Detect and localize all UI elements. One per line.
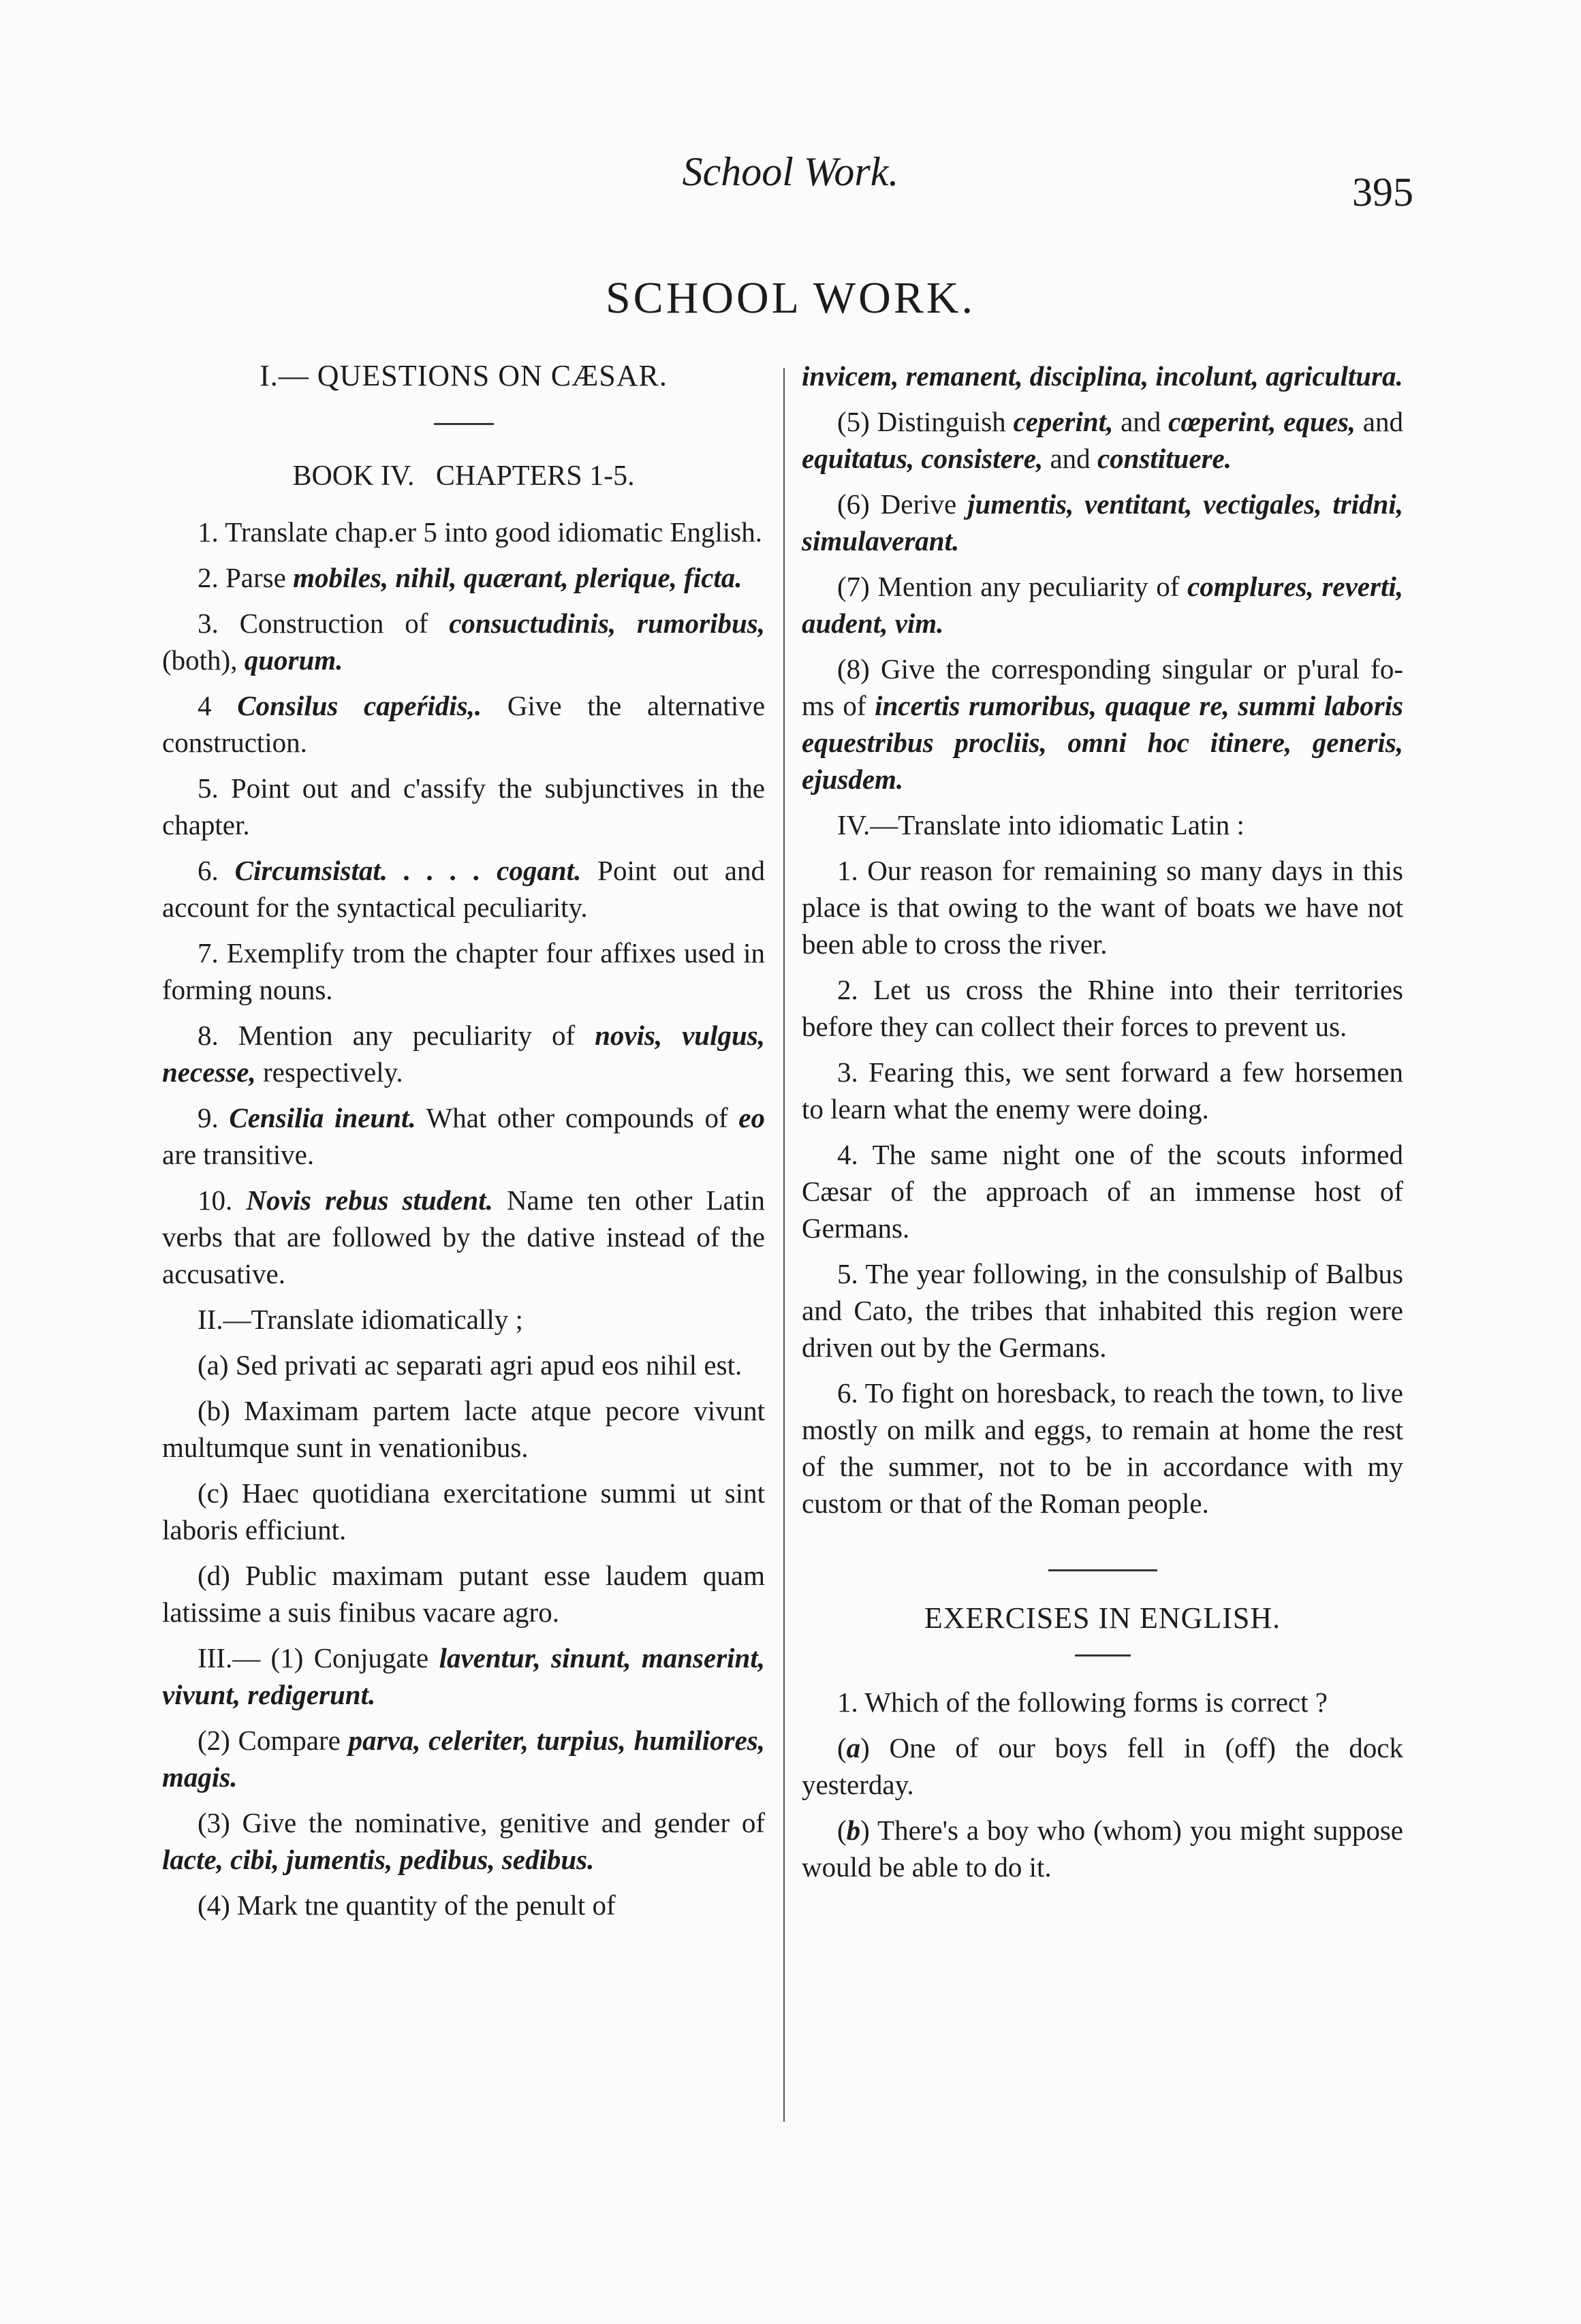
question-9: 9. Censilia ineunt. What other compounds of eo are transitive. [162,1102,765,1170]
question-iii-4: (4) Mark tne quantity of the penult of [198,1889,616,1921]
question-5: 5. Point out and c'assify the subjunctives in the chapter. [162,772,765,841]
question-3: 3. Construction of consuctudinis, rumoribus, (both), quorum. [162,608,765,676]
passage-c: (c) Haec quotidiana exercitatione summi ut sint laboris efficiunt. [162,1477,765,1545]
question-4: 4 Consilus capeŕidis,. Give the alternative construction. [162,690,766,758]
section-heading-translate: II.—Translate idiomatically ; [198,1304,523,1335]
heading-rule-2 [1075,1654,1131,1656]
question-iii-8: (8) Give the corresponding singular or p'ural fo-ms of incertis rumoribus, quaque re, summi laboris equestribus procliis, omni hoc itinere, generis, ejusdem. [802,653,1403,795]
latin-sentence-5: 5. The year following, in the consulship of Balbus and Cato, the tribes that inhabited this region were driven out by the Germans. [802,1258,1403,1363]
question-10: 10. Novis rebus student. Name ten other Latin verbs that are followed by the dative instead of the accusative. [162,1184,765,1289]
left-column [162,358,765,1932]
question-1: 1. Translate chap.er 5 into good idiomatic English. [198,516,763,548]
continued-word-list: invicem, remanent, disciplina, incolunt, agricultura. [802,360,1403,392]
passage-b: (b) Maximam partem lacte atque pecore vivunt multumque sunt in venationibus. [162,1395,765,1463]
page-number: 395 [1352,170,1413,215]
latin-sentence-2: 2. Let us cross the Rhine into their territories before they can collect their forces to prevent us. [802,974,1403,1042]
question-iii-1: III.— (1) Conjugate laventur, sinunt, manserint, vivunt, redigerunt. [162,1642,765,1710]
book-title: BOOK IV. [292,460,415,492]
book-heading [162,458,765,494]
question-iii-3: (3) Give the nominative, genitive and gender of lacte, cibi, jumentis, pedibus, sedibus. [162,1807,765,1875]
question-iii-5: (5) Distinguish ceperint, and cœperint, eques, and equitatus, consistere, and constituere. [802,406,1403,474]
question-2: 2. Parse mobiles, nihil, quærant, plerique, ficta. [198,562,742,593]
latin-sentence-3: 3. Fearing this, we sent forward a few horsemen to learn what the enemy were doing. [802,1056,1403,1125]
column-divider [783,368,785,2122]
exercise-1b: (b) There's a boy who (whom) you might suppose would be able to do it. [802,1815,1403,1883]
question-6: 6. Circumsistat. . . . . cogant. Point out and account for the syntactical peculiarity. [162,855,766,923]
right-column [802,358,1403,1894]
passage-a: (a) Sed privati ac separati agri apud eos nihil est. [198,1349,742,1381]
section-heading-english: EXERCISES IN ENGLISH. [924,1601,1281,1635]
latin-sentence-4: 4. The same night one of the scouts informed Cæsar of the approach of an immense host of Germans. [802,1139,1403,1244]
latin-sentence-6: 6. To fight on horesback, to reach the town, to live mostly on milk and eggs, to remain at home the rest of the summer, not to be in accordance with my custom or that of the Roman people. [802,1377,1403,1519]
page-title: SCHOOL WORK. [605,273,976,323]
latin-sentence-1: 1. Our reason for remaining so many days in this place is that owing to the want of boats we have not been able to cross the river. [802,855,1403,960]
exercise-1: 1. Which of the following forms is correct ? [837,1686,1328,1718]
section-heading-caesar: I.— QUESTIONS ON CÆSAR. [260,359,668,392]
exercise-1a: (a) One of our boys fell in (off) the dock yesterday. [802,1732,1403,1800]
heading-rule [434,423,494,425]
question-iii-2: (2) Compare parva, celeriter, turpius, humiliores, magis. [162,1725,766,1793]
section-heading-latin: IV.—Translate into idiomatic Latin : [837,809,1245,841]
question-iii-6: (6) Derive jumentis, ventitant, vectigales, tridni, simulaverant. [802,488,1403,556]
question-iii-7: (7) Mention any peculiarity of complures, reverti, audent, vim. [802,571,1403,639]
question-7: 7. Exemplify trom the chapter four affixes used in forming nouns. [162,937,765,1005]
section-rule [1048,1569,1157,1571]
question-8: 8. Mention any peculiarity of novis, vulgus, necesse, respectively. [162,1020,765,1088]
book-chapters: CHAPTERS 1-5. [435,460,635,492]
running-header-title: School Work. [682,149,899,194]
passage-d: (d) Public maximam putant esse laudem quam latissime a suis finibus vacare agro. [162,1560,765,1628]
